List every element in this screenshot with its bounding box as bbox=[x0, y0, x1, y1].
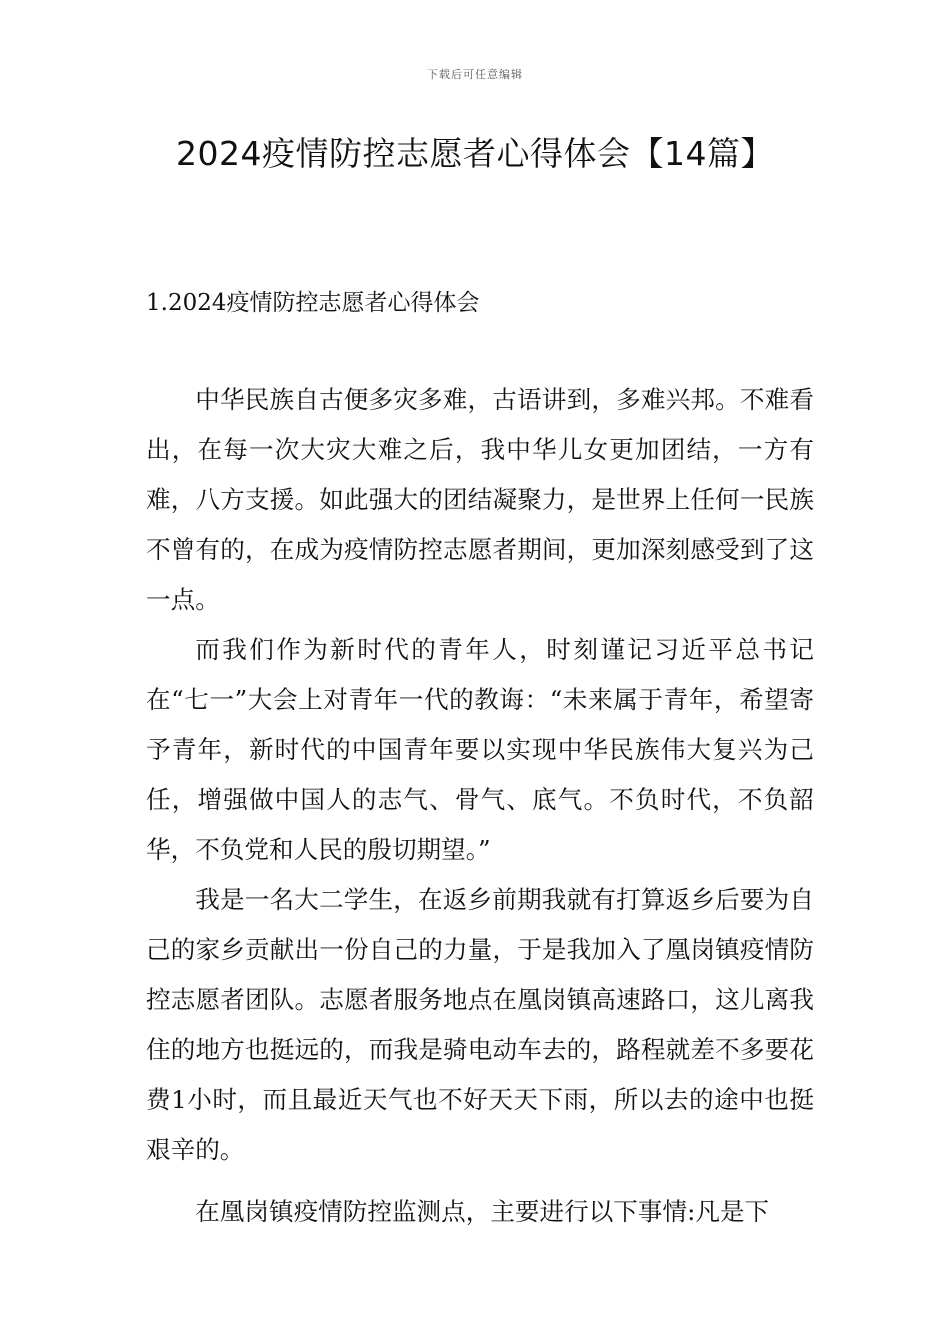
paragraph: 中华民族自古便多灾多难，古语讲到，多难兴邦。不难看出，在每一次大灾大难之后，我中华儿女更加团结，一方有难，八方支援。如此强大的团结凝聚力，是世界上任何一民族不曾有的，在成为疫情防控志愿者期间，更加深刻感受到了这一点。 bbox=[146, 385, 814, 614]
header-note: 下载后可任意编辑 bbox=[427, 68, 523, 81]
body-text bbox=[146, 375, 814, 1237]
paragraph: 而我们作为新时代的青年人，时刻谨记习近平总书记在“七一”大会上对青年一代的教诲：“未来属于青年，希望寄予青年，新时代的中国青年要以实现中华民族伟大复兴为己任，增强做中国人的志气、骨气、底气。不负时代，不负韶华，不负党和人民的殷切期望。” bbox=[146, 635, 814, 864]
section-heading: 1.2024疫情防控志愿者心得体会 bbox=[146, 290, 480, 316]
paragraph: 我是一名大二学生，在返乡前期我就有打算返乡后要为自己的家乡贡献出一份自己的力量，于是我加入了凰岗镇疫情防控志愿者团队。志愿者服务地点在凰岗镇高速路口，这儿离我住的地方也挺远的，而我是骑电动车去的，路程就差不多要花费1小时，而且最近天气也不好天天下雨，所以去的途中也挺艰辛的。 bbox=[146, 885, 814, 1164]
paragraph: 在凰岗镇疫情防控监测点，主要进行以下事情:凡是下 bbox=[195, 1197, 770, 1226]
document-title: 2024疫情防控志愿者心得体会【14篇】 bbox=[176, 134, 774, 173]
